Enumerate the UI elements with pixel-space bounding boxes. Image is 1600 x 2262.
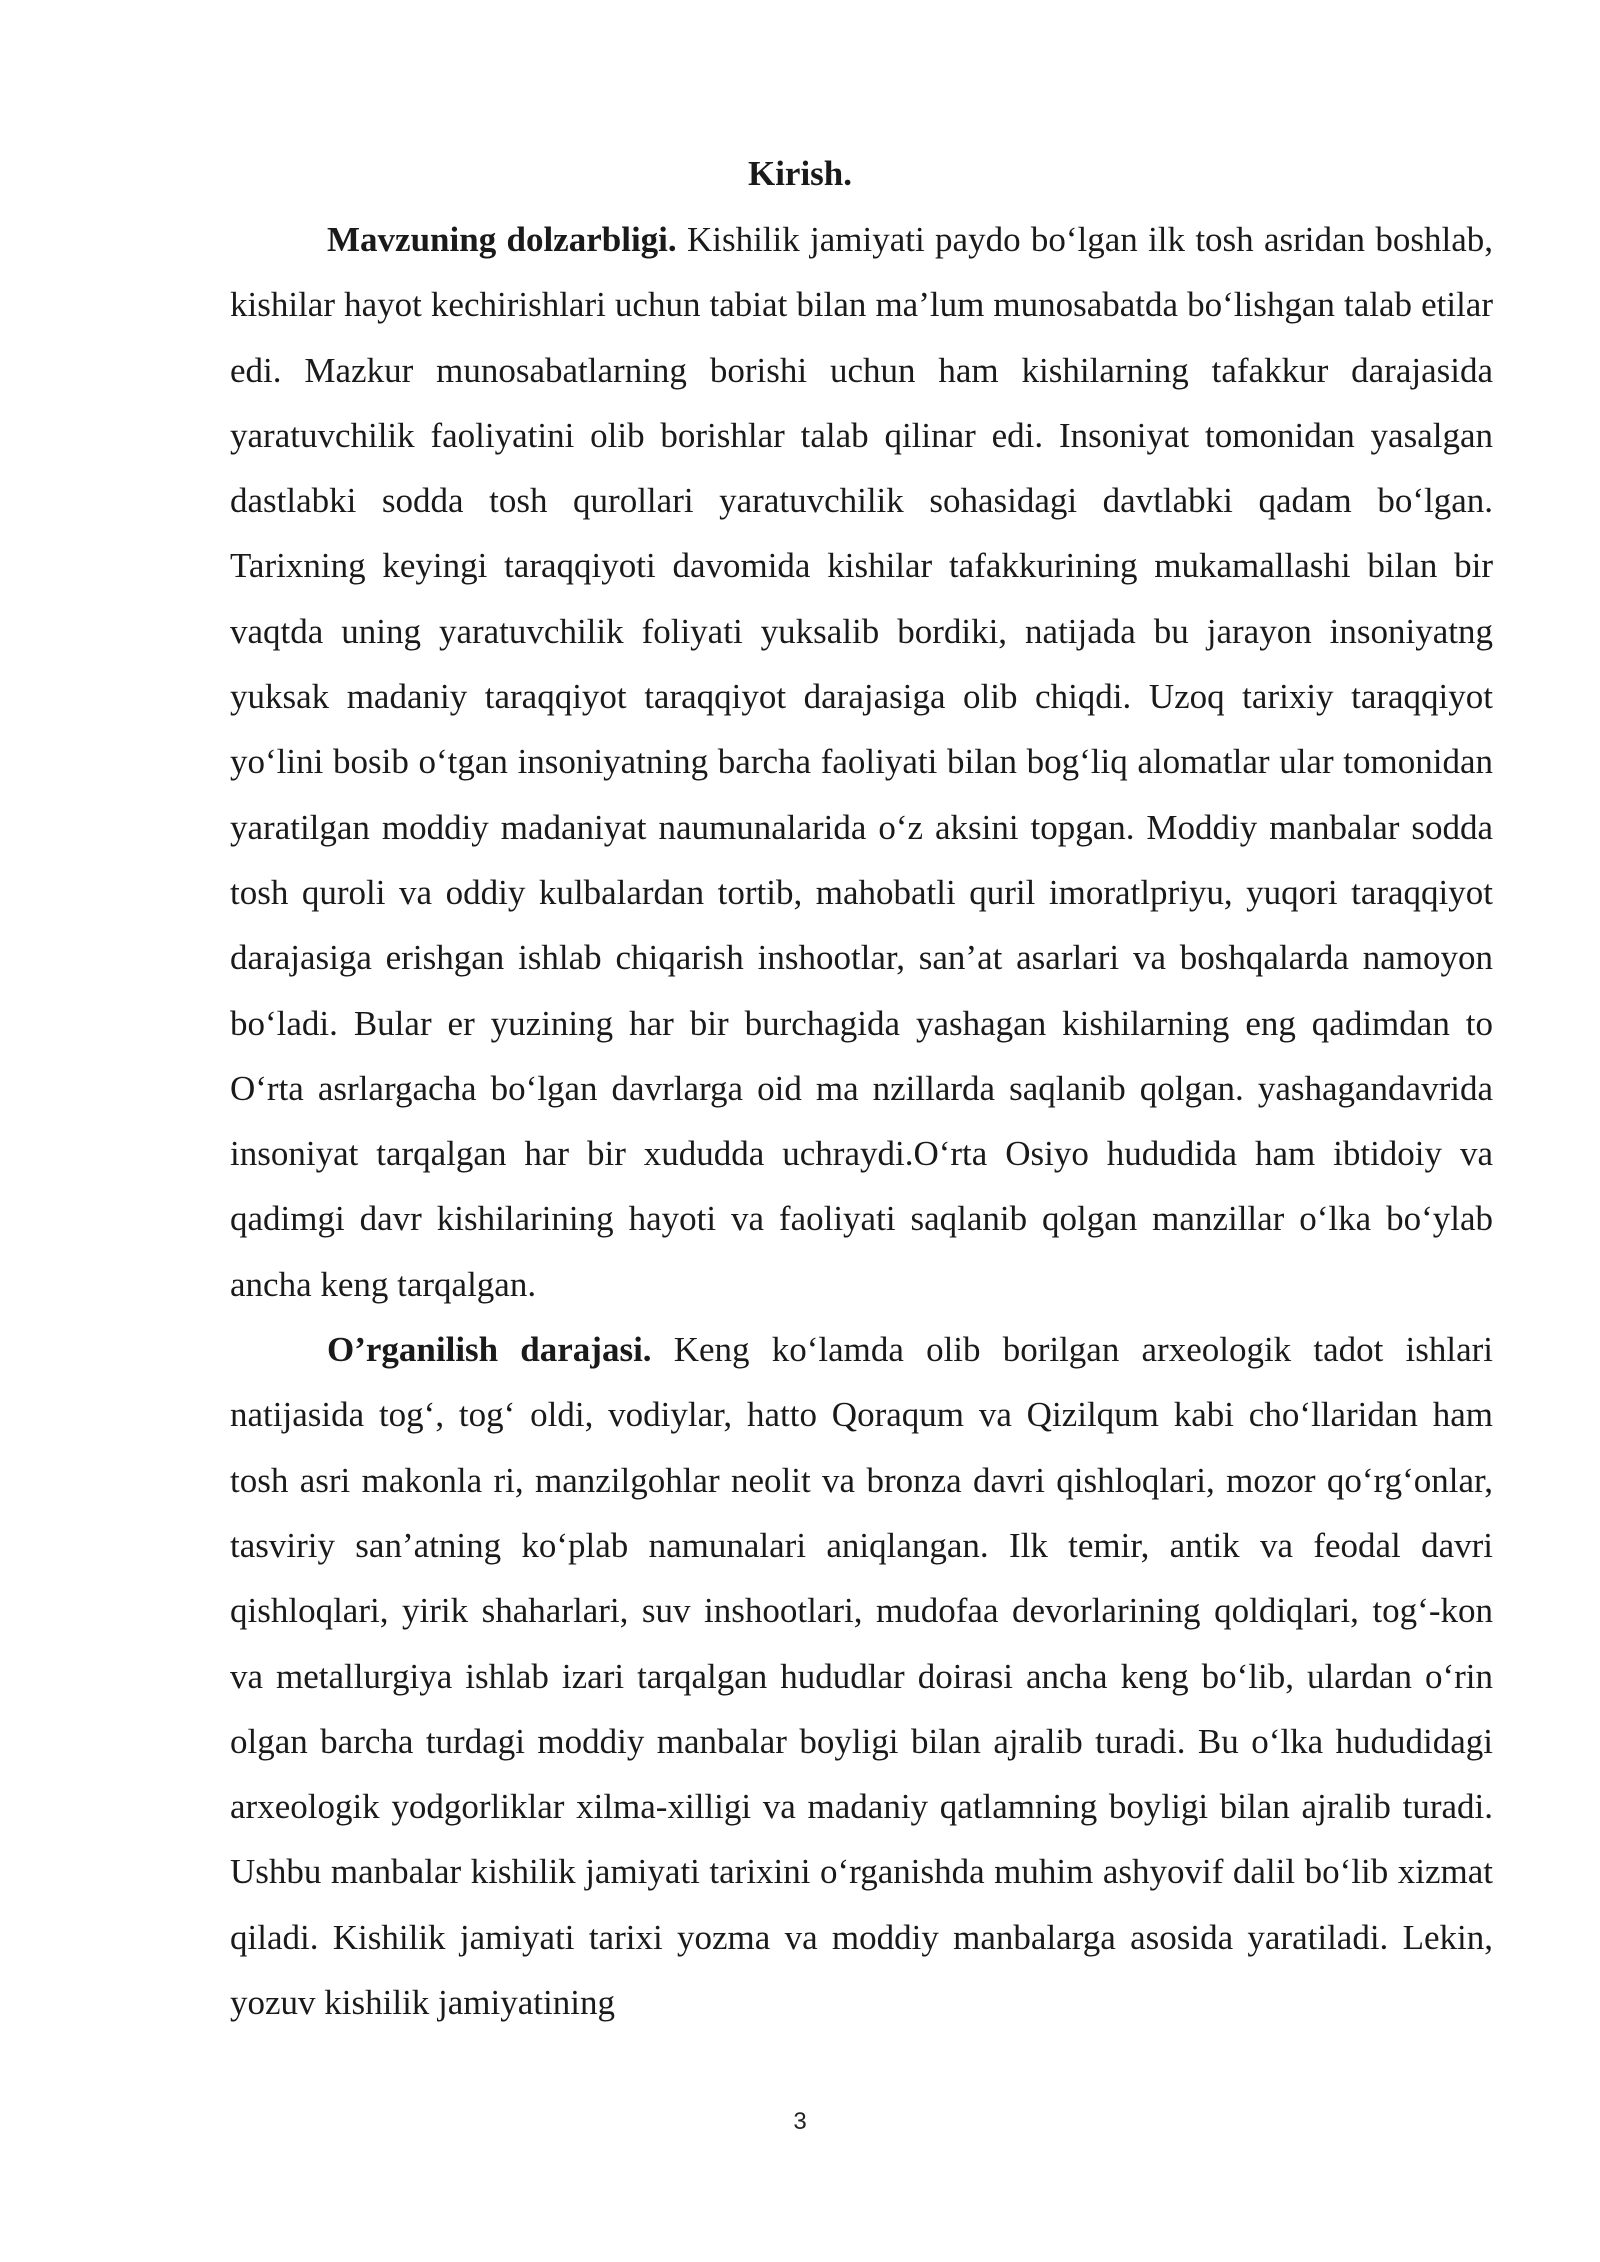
paragraph-lead-study-level: O’rganilish darajasi. (327, 1330, 652, 1370)
paragraph-text-study-level: Keng ko‘lamda olib borilgan arxeologik tadot ishlari natijasida tog‘, tog‘ oldi, vodiylar, hatto Qoraqum va Qizilqum kabi cho‘llaridan ham tosh asri makonla ri, manzilgohlar neolit va bronza davri qishloqlari, mozor qo‘rg‘onlar, tasviriy san’atning ko‘plab namunalari aniqlangan. Ilk temir, antik va feodal davri qishloqlari, yirik shaharlari, suv inshootlari, mudofaa devorlarining qoldiqlari, tog‘-kon va metallurgiya ishlab izari tarqalgan hududlar doirasi ancha keng bo‘lib, ulardan o‘rin olgan barcha turdagi moddiy manbalar boyligi bilan ajralib turadi. Bu o‘lka hududidagi arxeologik yodgorliklar xilma-xilligi va madaniy qatlamning boyligi bilan ajralib turadi. Ushbu manbalar kishilik jamiyati tarixini o‘rganishda muhim ashyovif dalil bo‘lib xizmat qiladi. Kishilik jamiyati tarixi yozma va moddiy manbalarga asosida yaratiladi. Lekin, yozuv kishilik jamiyatining (230, 1330, 1493, 2023)
page-number: 3 (793, 2108, 807, 2135)
paragraph-study-level (230, 1317, 1493, 2035)
body-text (230, 207, 1493, 2035)
section-heading: Kirish. (747, 154, 853, 193)
paragraph-text-relevance: Kishilik jamiyati paydo bo‘lgan ilk tosh asridan boshlab, kishilar hayot kechirishlari uchun tabiat bilan ma’lum munosabatda bo‘lishgan talab etilar edi. Mazkur munosabatlarning borishi uchun ham kishilarning tafakkur darajasida yaratuvchilik faoliyatini olib borishlar talab qilinar edi. Insoniyat tomonidan yasalgan dastlabki sodda tosh qurollari yaratuvchilik sohasidagi davtlabki qadam bo‘lgan. Tarixning keyingi taraqqiyoti davomida kishilar tafakkurining mukamallashi bilan bir vaqtda uning yaratuvchilik foliyati yuksalib bordiki, natijada bu jarayon insoniyatng yuksak madaniy taraqqiyot taraqqiyot darajasiga olib chiqdi. Uzoq tarixiy taraqqiyot yo‘lini bosib o‘tgan insoniyatning barcha faoliyati bilan bog‘liq alomatlar ular tomonidan yaratilgan moddiy madaniyat naumunalarida o‘z aksini topgan. Moddiy manbalar sodda tosh quroli va oddiy kulbalardan tortib, mahobatli quril imoratlpriyu, yuqori taraqqiyot darajasiga erishgan ishlab chiqarish inshootlar, san’at asarlari va boshqalarda namoyon bo‘ladi. Bular er yuzining har bir burchagida yashagan kishilarning eng qadimdan to O‘rta asrlargacha bo‘lgan davrlarga oid ma nzillarda saqlanib qolgan. yashagandavrida insoniyat tarqalgan har bir xududda uchraydi.O‘rta Osiyo hududida ham ibtidoiy va qadimgi davr kishilarining hayoti va faoliyati saqlanib qolgan manzillar o‘lka bo‘ylab ancha keng tarqalgan. (230, 220, 1493, 1304)
paragraph-relevance (230, 207, 1493, 1317)
paragraph-lead-relevance: Mavzuning dolzarbligi. (327, 220, 677, 259)
